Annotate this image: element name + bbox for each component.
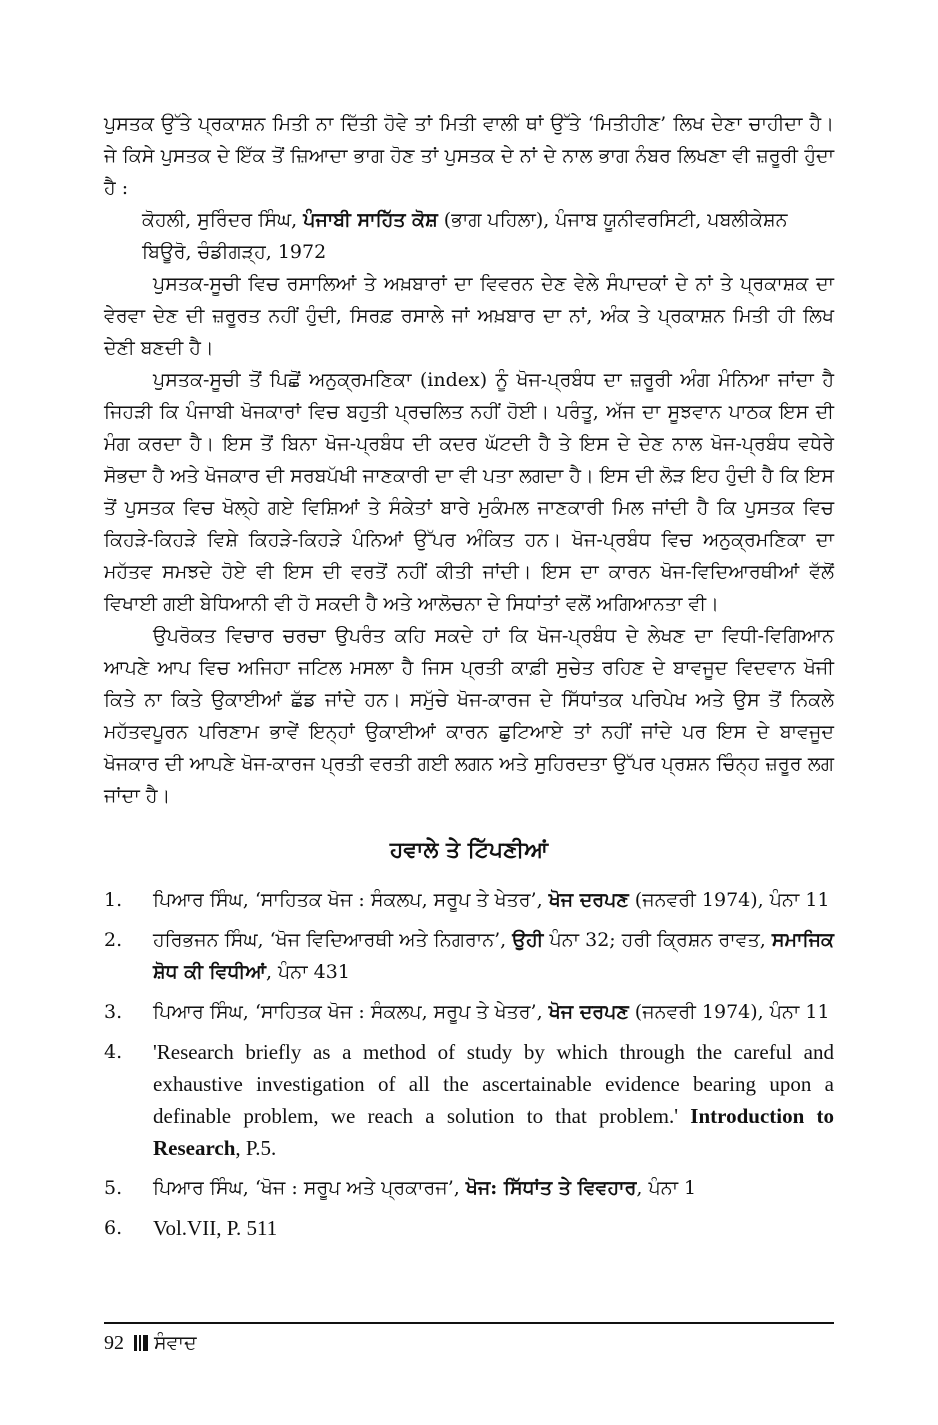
note-item [104, 996, 834, 1028]
paragraph-1: ਪੁਸਤਕ ਉੱਤੇ ਪ੍ਰਕਾਸ਼ਨ ਮਿਤੀ ਨਾ ਦਿੱਤੀ ਹੋਵੇ ਤਾਂ ਮਿਤੀ ਵਾਲੀ ਥਾਂ ਉੱਤੇ ‘ਮਿਤੀਹੀਣ’ ਲਿਖ ਦੇਣਾ ਚਾਹੀਦਾ ਹੈ। ਜੇ ਕਿਸੇ ਪੁਸਤਕ ਦੇ ਇੱਕ ਤੋਂ ਜ਼ਿਆਦਾ ਭਾਗ ਹੋਣ ਤਾਂ ਪੁਸਤਕ ਦੇ ਨਾਂ ਦੇ ਨਾਲ ਭਾਗ ਨੰਬਰ ਲਿਖਣਾ ਵੀ ਜ਼ਰੂਰੀ ਹੁੰਦਾ ਹੈ : [104, 113, 834, 199]
page-content [104, 108, 834, 1252]
note-item [104, 924, 834, 988]
note-text [153, 996, 834, 1028]
note-title: ਖੋਜ: ਸਿੱਧਾਂਤ ਤੇ ਵਿਵਹਾਰ [465, 1177, 637, 1199]
citation-rest: (ਭਾਗ ਪਹਿਲਾ), ਪੰਜਾਬ ਯੂਨੀਵਰਸਿਟੀ, ਪਬਲੀਕੇਸ਼ਨ ਬਿਊਰੋ, ਚੰਡੀਗੜ੍ਹ, 1972 [142, 209, 788, 263]
note-number: 6. [104, 1217, 123, 1239]
note-title: Introduction to Research [153, 1104, 835, 1160]
paragraph-4: ਉਪਰੋਕਤ ਵਿਚਾਰ ਚਰਚਾ ਉਪਰੰਤ ਕਹਿ ਸਕਦੇ ਹਾਂ ਕਿ ਖੋਜ-ਪ੍ਰਬੰਧ ਦੇ ਲੇਖਣ ਦਾ ਵਿਧੀ-ਵਿਗਿਆਨ ਆਪਣੇ ਆਪ ਵਿਚ ਅਜਿਹਾ ਜਟਿਲ ਮਸਲਾ ਹੈ ਜਿਸ ਪ੍ਰਤੀ ਕਾਫ਼ੀ ਸੁਚੇਤ ਰਹਿਣ ਦੇ ਬਾਵਜੂਦ ਵਿਦਵਾਨ ਖੋਜੀ ਕਿਤੇ ਨਾ ਕਿਤੇ ਉਕਾਈਆਂ ਛੱਡ ਜਾਂਦੇ ਹਨ। ਸਮੁੱਚੇ ਖੋਜ-ਕਾਰਜ ਦੇ ਸਿੱਧਾਂਤਕ ਪਰਿਪੇਖ ਅਤੇ ਉਸ ਤੋਂ ਨਿਕਲੇ ਮਹੱਤਵਪੂਰਨ ਪਰਿਣਾਮ ਭਾਵੇਂ ਇਨ੍ਹਾਂ ਉਕਾਈਆਂ ਕਾਰਨ ਛੁਟਿਆਏ ਤਾਂ ਨਹੀਂ ਜਾਂਦੇ ਪਰ ਇਸ ਦੇ ਬਾਵਜੂਦ ਖੋਜਕਾਰ ਦੀ ਆਪਣੇ ਖੋਜ-ਕਾਰਜ ਪ੍ਰਤੀ ਵਰਤੀ ਗਈ ਲਗਨ ਅਤੇ ਸੁਹਿਰਦਤਾ ਉੱਪਰ ਪ੍ਰਸ਼ਨ ਚਿੰਨ੍ਹ ਜ਼ਰੂਰ ਲਗ ਜਾਂਦਾ ਹੈ। [104, 625, 834, 807]
note-text-part: ਪਿਆਰ ਸਿੰਘ, ‘ਖੋਜ : ਸਰੂਪ ਅਤੇ ਪ੍ਰਕਾਰਜ’, [153, 1177, 466, 1199]
notes-list [104, 884, 834, 1244]
note-text-part: (ਜਨਵਰੀ 1974), ਪੰਨਾ 11 [628, 1001, 830, 1023]
note-text-part: ਹਰਿਭਜਨ ਸਿੰਘ, ‘ਖੋਜ ਵਿਦਿਆਰਥੀ ਅਤੇ ਨਿਗਰਾਨ’, [153, 929, 513, 951]
page-number: 92 [104, 1332, 124, 1354]
note-text-part: ਪਿਆਰ ਸਿੰਘ, ‘ਸਾਹਿਤਕ ਖੋਜ : ਸੰਕਲਪ, ਸਰੂਪ ਤੇ ਖੇਤਰ’, [153, 889, 549, 911]
citation-example [142, 204, 834, 268]
note-number: 3. [104, 1001, 123, 1023]
note-text-part: 'Research briefly as a method of study by which through the careful and exhaustive investigation of all the ascertainable evidence bearing upon a definable problem, we reach a solution to that problem.' [153, 1040, 834, 1128]
note-text [153, 884, 834, 916]
note-number: 2. [104, 929, 123, 951]
note-item [104, 1212, 834, 1244]
bars-icon [134, 1334, 150, 1352]
note-item [104, 1036, 834, 1164]
page-footer [104, 1322, 834, 1358]
note-item [104, 1172, 834, 1204]
note-text-part: , ਪੰਨਾ 431 [265, 961, 350, 983]
note-text-part: , ਪੰਨਾ 1 [636, 1177, 697, 1199]
paragraph-2: ਪੁਸਤਕ-ਸੂਚੀ ਵਿਚ ਰਸਾਲਿਆਂ ਤੇ ਅਖ਼ਬਾਰਾਂ ਦਾ ਵਿਵਰਨ ਦੇਣ ਵੇਲੇ ਸੰਪਾਦਕਾਂ ਦੇ ਨਾਂ ਤੇ ਪ੍ਰਕਾਸ਼ਕ ਦਾ ਵੇਰਵਾ ਦੇਣ ਦੀ ਜ਼ਰੂਰਤ ਨਹੀਂ ਹੁੰਦੀ, ਸਿਰਫ਼ ਰਸਾਲੇ ਜਾਂ ਅਖ਼ਬਾਰ ਦਾ ਨਾਂ, ਅੰਕ ਤੇ ਪ੍ਰਕਾਸ਼ਨ ਮਿਤੀ ਹੀ ਲਿਖ ਦੇਣੀ ਬਣਦੀ ਹੈ। [104, 273, 834, 359]
note-text [153, 1036, 834, 1164]
note-title: ਖੋਜ ਦਰਪਣ [548, 889, 629, 911]
note-number: 4. [104, 1041, 123, 1063]
note-item [104, 884, 834, 916]
paragraph-3: ਪੁਸਤਕ-ਸੂਚੀ ਤੋਂ ਪਿਛੋਂ ਅਨੁਕ੍ਰਮਣਿਕਾ (index) ਨੂੰ ਖੋਜ-ਪ੍ਰਬੰਧ ਦਾ ਜ਼ਰੂਰੀ ਅੰਗ ਮੰਨਿਆ ਜਾਂਦਾ ਹੈ ਜਿਹੜੀ ਕਿ ਪੰਜਾਬੀ ਖੋਜਕਾਰਾਂ ਵਿਚ ਬਹੁਤੀ ਪ੍ਰਚਲਿਤ ਨਹੀਂ ਹੋਈ। ਪਰੰਤੂ, ਅੱਜ ਦਾ ਸੂਝਵਾਨ ਪਾਠਕ ਇਸ ਦੀ ਮੰਗ ਕਰਦਾ ਹੈ। ਇਸ ਤੋਂ ਬਿਨਾ ਖੋਜ-ਪ੍ਰਬੰਧ ਦੀ ਕਦਰ ਘੱਟਦੀ ਹੈ ਤੇ ਇਸ ਦੇ ਦੇਣ ਨਾਲ ਖੋਜ-ਪ੍ਰਬੰਧ ਵਧੇਰੇ ਸੋਭਦਾ ਹੈ ਅਤੇ ਖੋਜਕਾਰ ਦੀ ਸਰਬਪੱਖੀ ਜਾਣਕਾਰੀ ਦਾ ਵੀ ਪਤਾ ਲਗਦਾ ਹੈ। ਇਸ ਦੀ ਲੋੜ ਇਹ ਹੁੰਦੀ ਹੈ ਕਿ ਇਸ ਤੋਂ ਪੁਸਤਕ ਵਿਚ ਖੋਲ੍ਹੇ ਗਏ ਵਿਸ਼ਿਆਂ ਤੇ ਸੰਕੇਤਾਂ ਬਾਰੇ ਮੁਕੰਮਲ ਜਾਣਕਾਰੀ ਮਿਲ ਜਾਂਦੀ ਹੈ ਕਿ ਪੁਸਤਕ ਵਿਚ ਕਿਹੜੇ-ਕਿਹੜੇ ਵਿਸ਼ੇ ਕਿਹੜੇ-ਕਿਹੜੇ ਪੰਨਿਆਂ ਉੱਪਰ ਅੰਕਿਤ ਹਨ। ਖੋਜ-ਪ੍ਰਬੰਧ ਵਿਚ ਅਨੁਕ੍ਰਮਣਿਕਾ ਦਾ ਮਹੱਤਵ ਸਮਝਦੇ ਹੋਏ ਵੀ ਇਸ ਦੀ ਵਰਤੋਂ ਨਹੀਂ ਕੀਤੀ ਜਾਂਦੀ। ਇਸ ਦਾ ਕਾਰਨ ਖੋਜ-ਵਿਦਿਆਰਥੀਆਂ ਵੱਲੋਂ ਵਿਖਾਈ ਗਈ ਬੇਧਿਆਨੀ ਵੀ ਹੋ ਸਕਦੀ ਹੈ ਅਤੇ ਆਲੋਚਨਾ ਦੇ ਸਿਧਾਂਤਾਂ ਵਲੋਂ ਅਗਿਆਨਤਾ ਵੀ। [104, 369, 834, 615]
note-title: ਸਮਾਜਿਕ ਸ਼ੋਧ ਕੀ ਵਿਧੀਆਂ [153, 929, 834, 983]
note-number: 5. [104, 1177, 123, 1199]
journal-name: ਸੰਵਾਦ [154, 1332, 197, 1354]
note-text [153, 1172, 834, 1204]
note-text-part: (ਜਨਵਰੀ 1974), ਪੰਨਾ 11 [628, 889, 830, 911]
note-text-part: ਪਿਆਰ ਸਿੰਘ, ‘ਸਾਹਿਤਕ ਖੋਜ : ਸੰਕਲਪ, ਸਰੂਪ ਤੇ ਖੇਤਰ’, [153, 1001, 549, 1023]
citation-author: ਕੋਹਲੀ, ਸੁਰਿੰਦਰ ਸਿੰਘ, [142, 209, 304, 231]
citation-title: ਪੰਜਾਬੀ ਸਾਹਿੱਤ ਕੋਸ਼ [303, 209, 438, 231]
note-text [153, 924, 834, 988]
notes-heading: ਹਵਾਲੇ ਤੇ ਟਿੱਪਣੀਆਂ [389, 837, 549, 863]
note-text-part: , P.5. [235, 1136, 277, 1160]
note-number: 1. [104, 889, 123, 911]
note-title: ਖੋਜ ਦਰਪਣ [548, 1001, 629, 1023]
note-text-part: ਪੰਨਾ 32; ਹਰੀ ਕ੍ਰਿਸ਼ਨ ਰਾਵਤ, [543, 929, 772, 951]
note-text: Vol.VII, P. 511 [153, 1216, 278, 1240]
note-title: ਉਹੀ [512, 929, 544, 951]
